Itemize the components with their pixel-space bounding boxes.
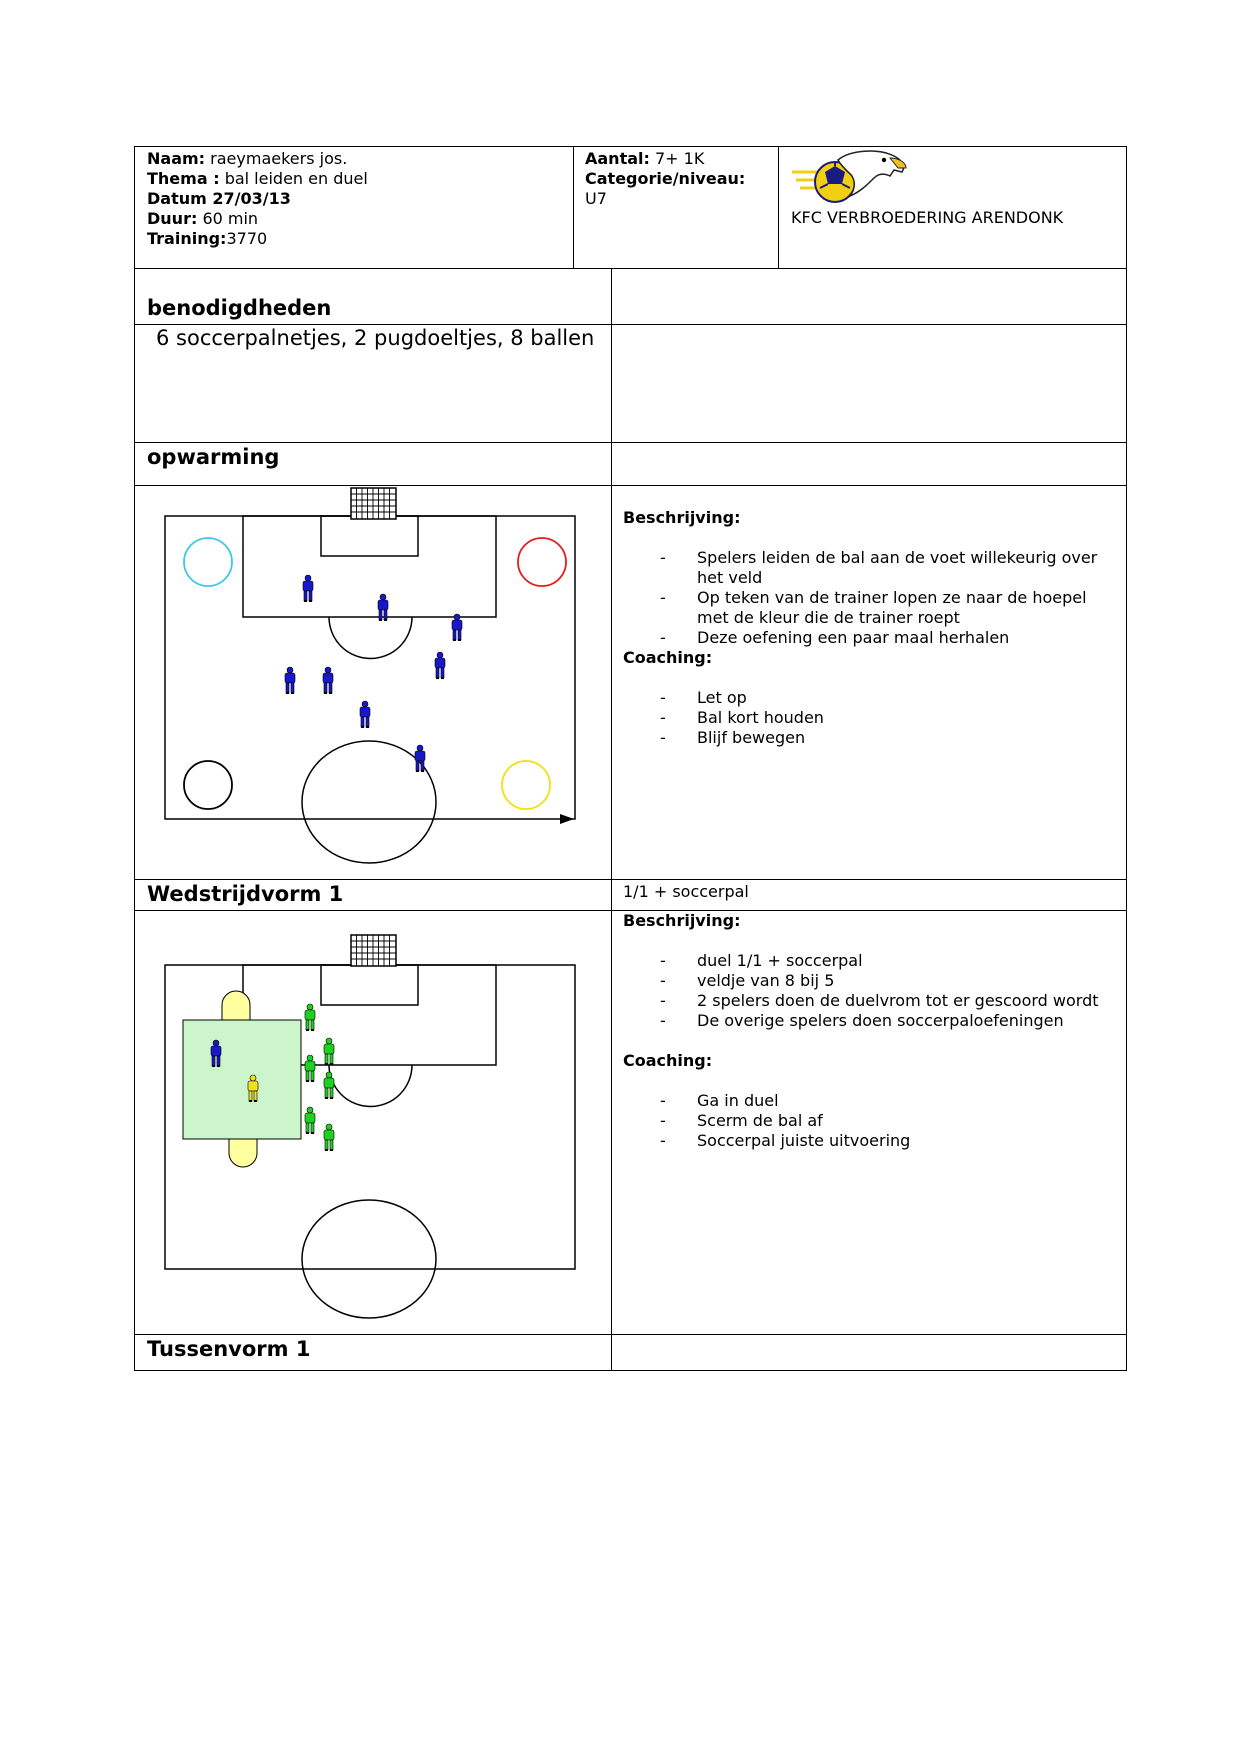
beschrijving-label: Beschrijving:: [623, 508, 741, 527]
duur-value: 60 min: [202, 209, 259, 228]
beschrijving-label: Beschrijving:: [623, 911, 741, 930]
player-icon: [324, 1038, 334, 1065]
naam-label: Naam:: [147, 149, 206, 168]
pitch-outline: [165, 516, 575, 819]
arrow-head-icon: [560, 814, 574, 824]
list-item: - Soccerpal juiste uitvoering: [623, 1131, 1123, 1151]
wedstrijdvorm-pitch-diagram: [150, 910, 610, 1334]
player-icon: [303, 575, 313, 602]
wedstrijdvorm-text: [623, 911, 1123, 1151]
aantal-value: 7+ 1K: [655, 149, 705, 168]
wedstrijdvorm-subtitle: 1/1 + soccerpal: [623, 882, 749, 901]
club-name: KFC VERBROEDERING ARENDONK: [791, 208, 1064, 227]
wedstrijdvorm-title: Wedstrijdvorm 1: [147, 882, 344, 906]
player-icon: [435, 652, 445, 679]
coaching-list: [623, 688, 1123, 748]
opwarming-text: [623, 508, 1123, 748]
list-item: - Spelers leiden de bal aan de voet willekeurig over het veld: [623, 548, 1123, 588]
list-item: - Bal kort houden: [623, 708, 1123, 728]
duur-label: Duur:: [147, 209, 198, 228]
thema-value: bal leiden en duel: [224, 169, 368, 188]
player-icon: [324, 1072, 334, 1099]
list-item: - Ga in duel: [623, 1091, 1123, 1111]
list-item: - Scerm de bal af: [623, 1111, 1123, 1131]
naam-value: raeymaekers jos.: [210, 149, 348, 168]
beschrijving-list: [623, 548, 1123, 648]
training-label: Training:: [147, 229, 227, 248]
list-item: - 2 spelers doen de duelvrom tot er gescoord wordt: [623, 991, 1123, 1011]
list-item: - Let op: [623, 688, 1123, 708]
penalty-arc: [329, 1065, 412, 1107]
tussenvorm-title: Tussenvorm 1: [147, 1337, 311, 1361]
trainer-info: [147, 149, 567, 249]
hoop-blue: [184, 538, 232, 586]
goal-net-icon: [351, 488, 396, 519]
goal-net-icon: [351, 935, 396, 966]
training-value: 3770: [226, 229, 268, 248]
player-icon: [305, 1055, 315, 1082]
hoop-red: [518, 538, 566, 586]
benodigdheden-title: benodigdheden: [147, 296, 332, 320]
player-icon: [452, 614, 462, 641]
opwarming-pitch-diagram: [150, 485, 610, 879]
aantal-label: Aantal:: [585, 149, 650, 168]
club-logo: [790, 148, 910, 208]
list-item: - Deze oefening een paar maal herhalen: [623, 628, 1123, 648]
player-icon: [415, 745, 425, 772]
coaching-label: Coaching:: [623, 1051, 713, 1070]
player-icon: [305, 1107, 315, 1134]
opwarming-title: opwarming: [147, 445, 280, 469]
duel-zone: [183, 1020, 301, 1139]
group-info: [585, 149, 775, 209]
penalty-arc: [329, 617, 412, 659]
list-item: - De overige spelers doen soccerpaloefeningen: [623, 1011, 1123, 1031]
player-icon: [360, 701, 370, 728]
hoop-yellow: [502, 761, 550, 809]
categorie-label: Categorie/niveau:: [585, 169, 746, 188]
list-item: - duel 1/1 + soccerpal: [623, 951, 1123, 971]
datum-label: Datum: [147, 189, 207, 208]
list-item: - Blijf bewegen: [623, 728, 1123, 748]
list-item: - veldje van 8 bij 5: [623, 971, 1123, 991]
categorie-value: U7: [585, 189, 607, 208]
thema-label: Thema :: [147, 169, 220, 188]
benodigdheden-items: 6 soccerpalnetjes, 2 pugdoeltjes, 8 ballen: [156, 326, 595, 350]
player-icon: [324, 1124, 334, 1151]
penalty-area: [243, 516, 496, 617]
pug-goal-bottom: [229, 1138, 257, 1167]
beschrijving-list: [623, 951, 1123, 1031]
center-circle: [302, 1200, 436, 1318]
player-icon: [305, 1004, 315, 1031]
goal-area: [321, 965, 418, 1005]
hoop-black: [184, 761, 232, 809]
coaching-list: [623, 1091, 1123, 1151]
goal-area: [321, 516, 418, 556]
player-icon: [323, 667, 333, 694]
player-icon: [285, 667, 295, 694]
coaching-label: Coaching:: [623, 648, 713, 667]
pug-goal-top: [222, 991, 250, 1020]
list-item: - Op teken van de trainer lopen ze naar de hoepel met de kleur die de trainer roept: [623, 588, 1123, 628]
datum-value: 27/03/13: [212, 189, 291, 208]
